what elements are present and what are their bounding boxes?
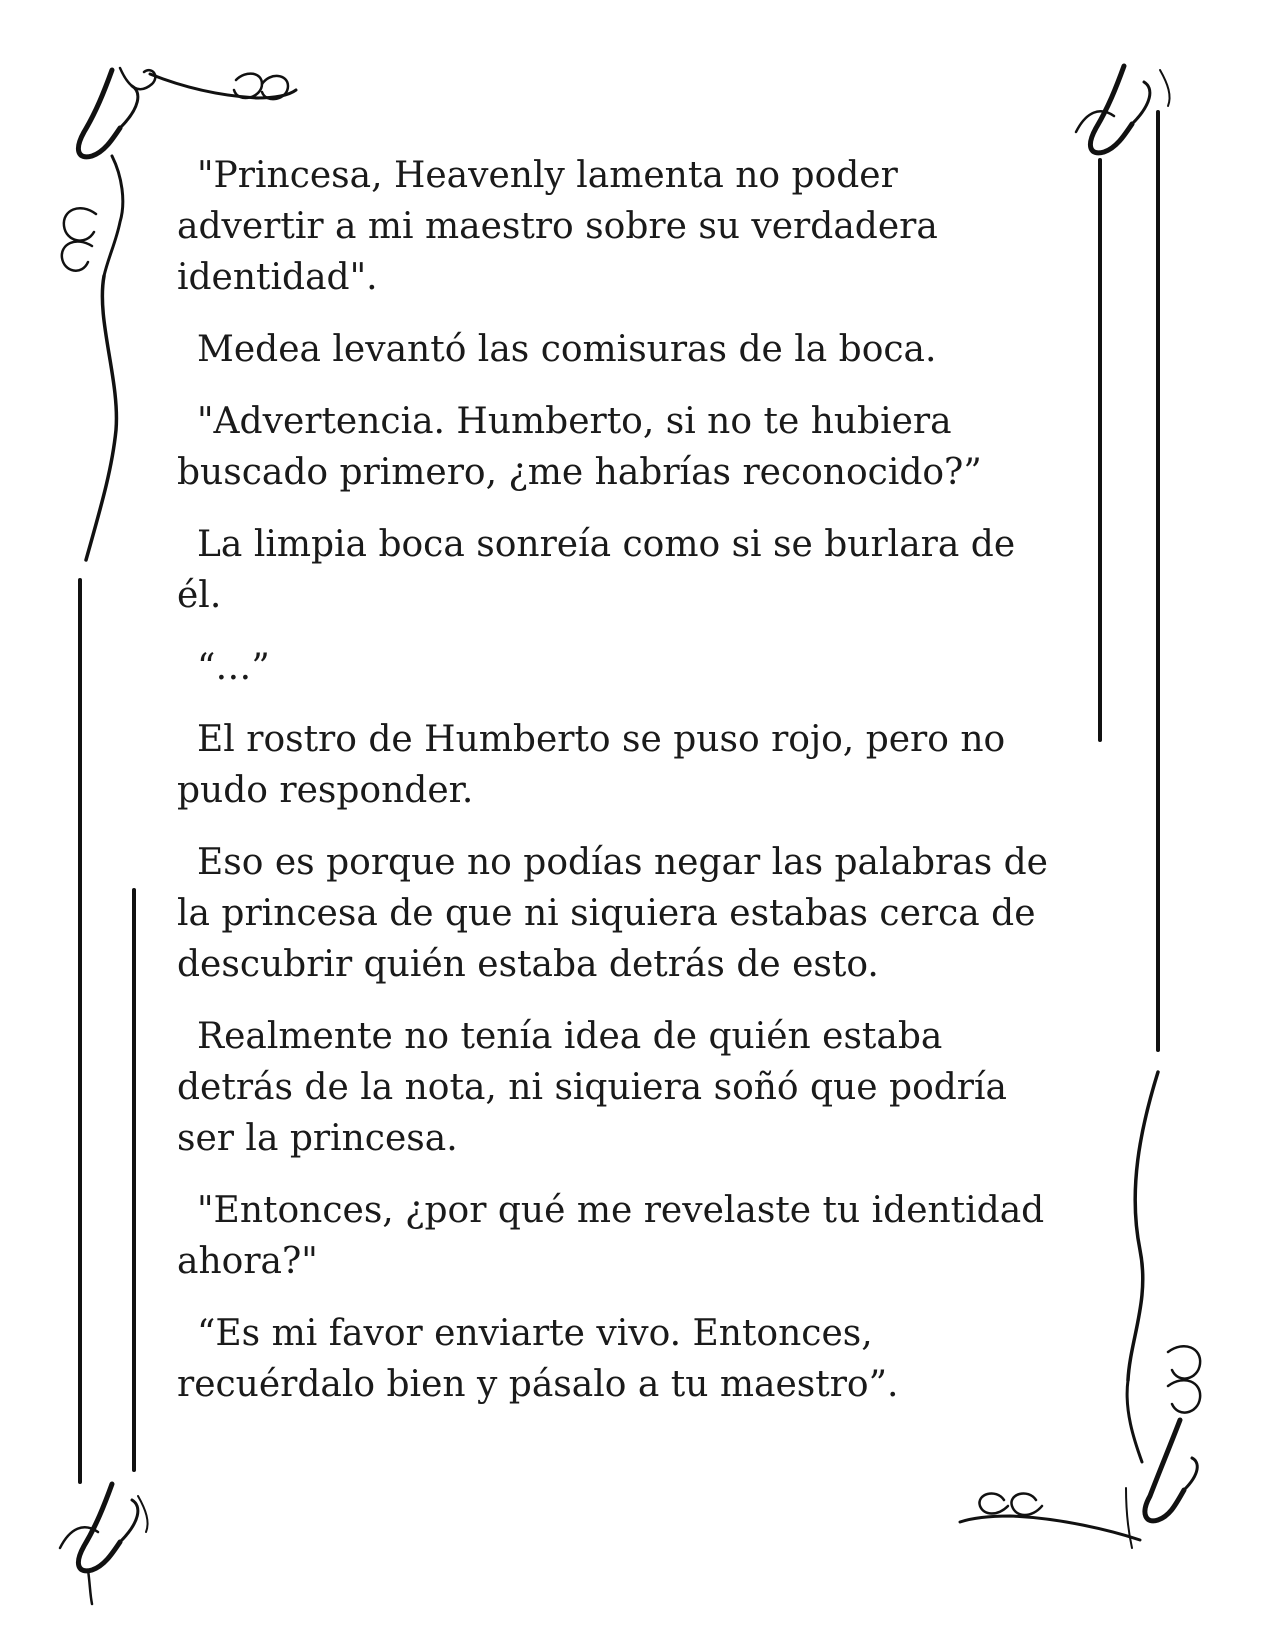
paragraph: "Princesa, Heavenly lamenta no poder advertir a mi maestro sobre su verdadera identidad". xyxy=(177,155,938,298)
paragraph: Eso es porque no podías negar las palabras de la princesa de que ni siquiera estabas cerca de descubrir quién estaba detrás de esto. xyxy=(177,842,1048,985)
paragraph: “Es mi favor enviarte vivo. Entonces, recuérdalo bien y pásalo a tu maestro”. xyxy=(177,1313,899,1405)
story-text xyxy=(177,150,1107,1431)
top-right-flourish-icon xyxy=(1076,66,1170,153)
paragraph: Medea levantó las comisuras de la boca. xyxy=(197,329,937,370)
paragraph: La limpia boca sonreía como si se burlara de él. xyxy=(177,524,1016,616)
bottom-left-flourish-icon xyxy=(60,1484,148,1604)
paragraph: "Entonces, ¿por qué me revelaste tu identidad ahora?" xyxy=(177,1190,1045,1282)
paragraph: El rostro de Humberto se puso rojo, pero no pudo responder. xyxy=(177,719,1006,811)
paragraph: Realmente no tenía idea de quién estaba detrás de la nota, ni siquiera soñó que podría ser la princesa. xyxy=(177,1016,1007,1159)
paragraph: “…” xyxy=(197,647,270,688)
paragraph: "Advertencia. Humberto, si no te hubiera buscado primero, ¿me habrías reconocido?” xyxy=(177,401,982,493)
